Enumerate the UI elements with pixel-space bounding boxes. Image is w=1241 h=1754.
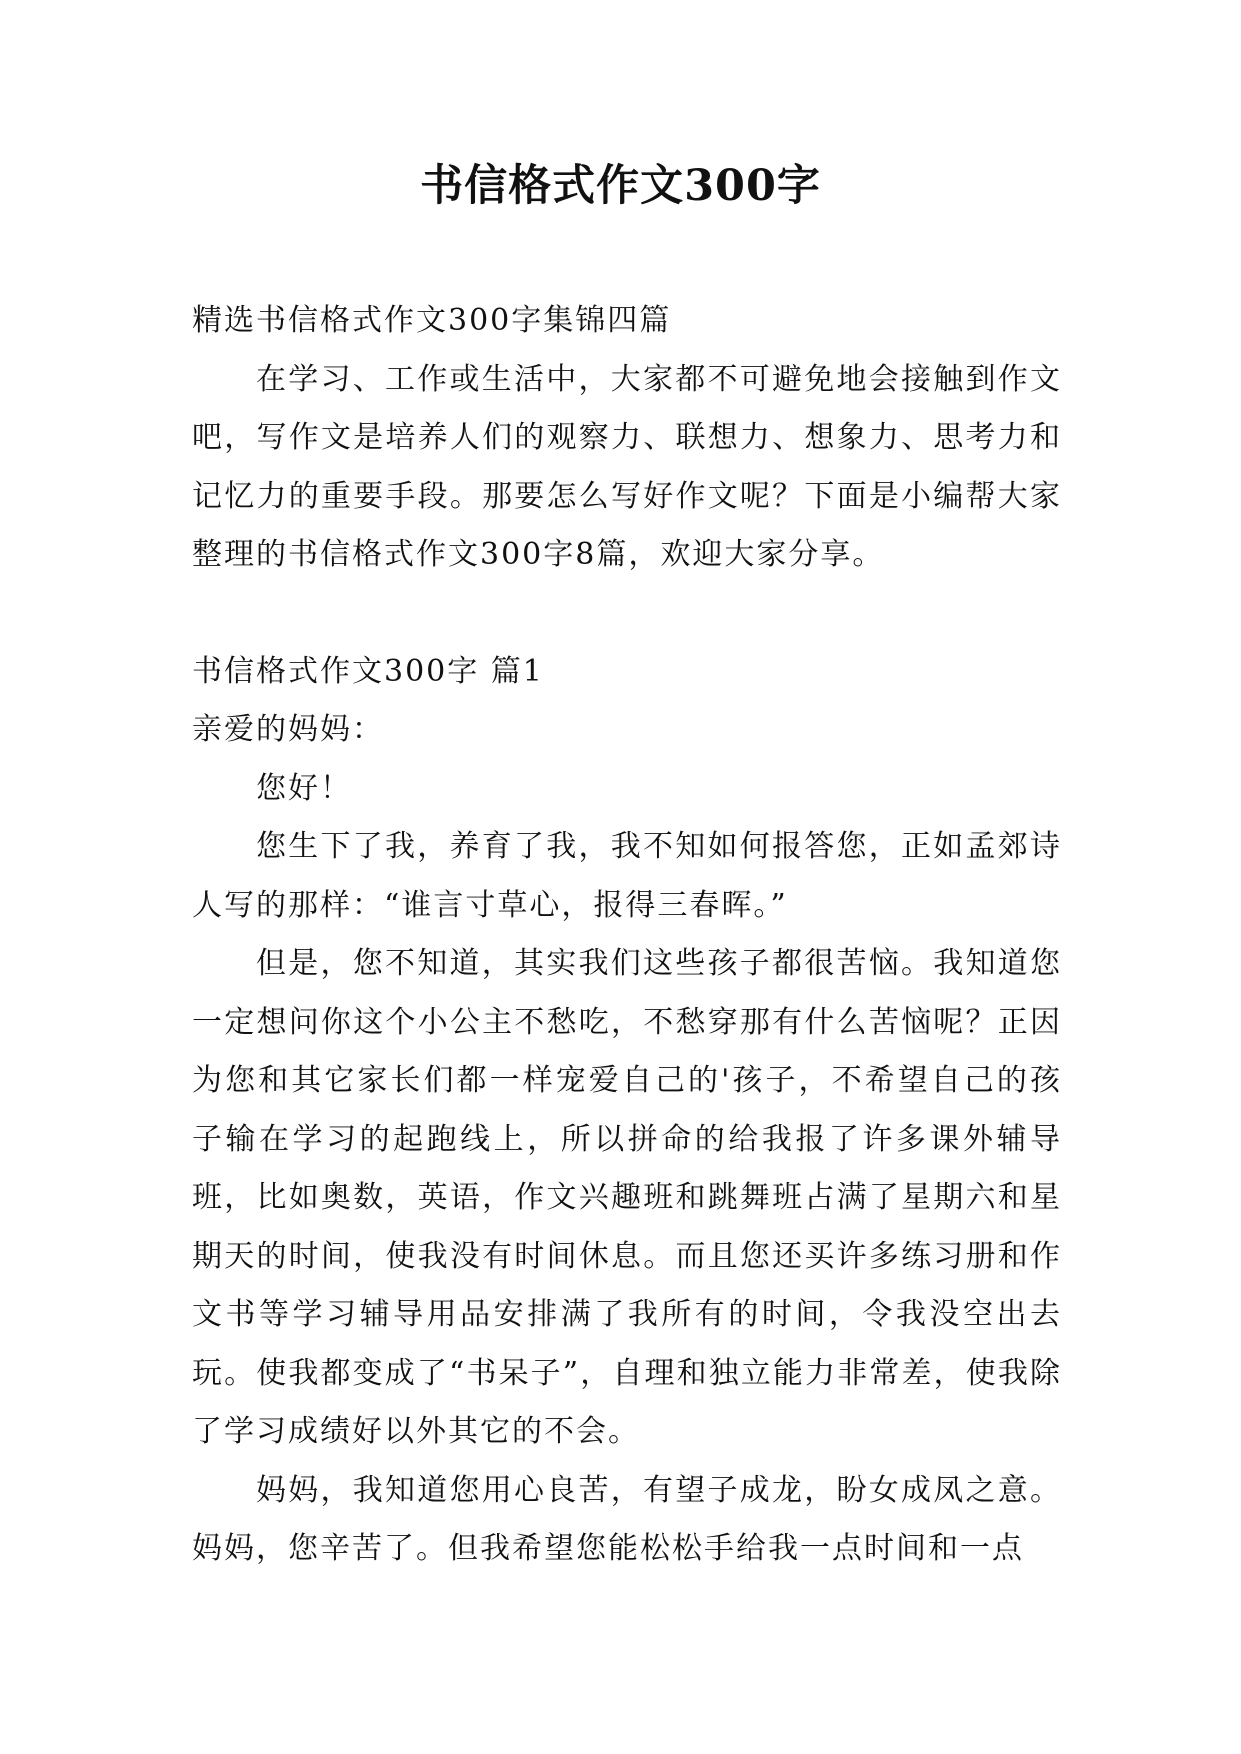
letter-paragraph: 但是，您不知道，其实我们这些孩子都很苦恼。我知道您一定想问你这个小公主不愁吃，不愁穿那有什么苦恼呢？正因为您和其它家长们都一样宠爱自己的'孩子，不希望自己的孩子输在学习的起跑线上，所以拼命的给我报了许多课外辅导班，比如奥数，英语，作文兴趣班和跳舞班占满了星期六和星期天的时间，使我没有时间休息。而且您还买许多练习册和作文书等学习辅导用品安排满了我所有的时间，令我没空出去玩。使我都变成了“书呆子”，自理和独立能力非常差，使我除了学习成绩好以外其它的不会。: [192, 946, 1062, 1449]
section-spacer: [192, 585, 1062, 643]
letter-paragraph: 您生下了我，养育了我，我不知如何报答您，正如孟郊诗人写的那样：“谁言寸草心，报得三春晖。”: [192, 829, 1062, 923]
document-subtitle: 精选书信格式作文300字集锦四篇: [192, 303, 672, 338]
letter-salutation: 亲爱的妈妈：: [192, 712, 384, 747]
document-body: [192, 292, 1062, 1579]
letter-greeting: 您好！: [256, 770, 352, 806]
section-heading: 书信格式作文300字 篇1: [192, 653, 544, 689]
document-title: 书信格式作文300字: [420, 161, 821, 211]
intro-paragraph: 在学习、工作或生活中，大家都不可避免地会接触到作文吧，写作文是培养人们的观察力、联想力、想象力、思考力和记忆力的重要手段。那要怎么写好作文呢？下面是小编帮大家整理的书信格式作文300字8篇，欢迎大家分享。: [192, 361, 1062, 572]
letter-paragraph: 妈妈，我知道您用心良苦，有望子成龙，盼女成凤之意。妈妈，您辛苦了。但我希望您能松松手给我一点时间和一点: [192, 1472, 1062, 1566]
